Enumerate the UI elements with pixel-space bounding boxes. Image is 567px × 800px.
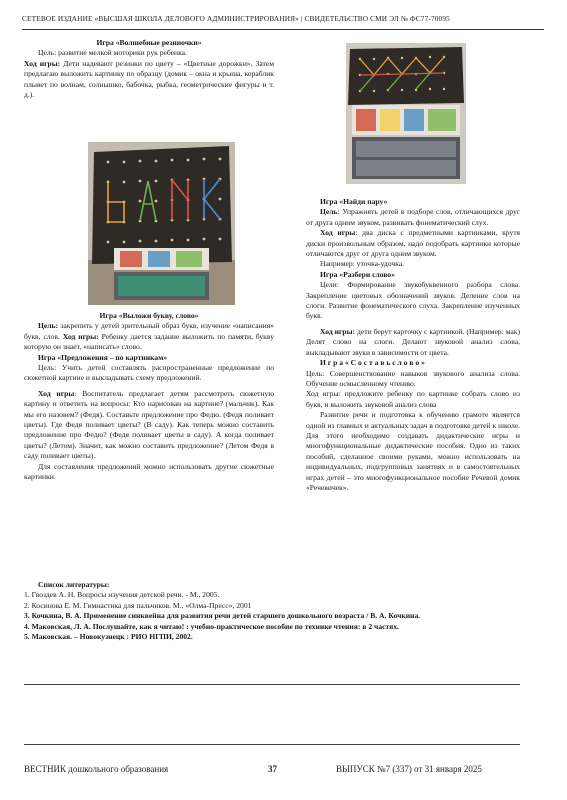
- game6-goal: Цель: Совершенствование навыков звукового анализа слова. Обучение осмысленному чтению.: [306, 368, 520, 388]
- game4-move-label: Ход игры: [320, 228, 356, 238]
- game4-title: Игра «Найди пару»: [320, 197, 388, 206]
- game4-goal: [306, 207, 520, 228]
- game2-move-text: Ребенку дается задание выложить по памяти, букву которую он знает, «написать» слово.: [24, 331, 274, 352]
- photo-letter-board: [88, 142, 235, 305]
- references: [24, 580, 520, 642]
- game2-title: Игра «Выложи букву, слово»: [99, 311, 199, 320]
- game2-goal-label: Цель:: [38, 321, 59, 331]
- game3-move-text: : Воспитатель предлагает детям рассмотреть сюжетную картину и ответить на вопросы: Кто нарисован на картине? (мальчик). Как мы его назовем? (Федя). Составьте предложение про Федю. (Федя поливает цветы). Где Федя поливает цветы? (В саду). Как теперь можно составить предложение про Федю? (Федя поливает цветы в саду). А когда поливает цветы? (Летом). Значит, как можно составить предложение? (Летом Федя в саду поливает цветы).: [24, 388, 274, 461]
- game3-title: Игра «Предложения – по картинкам»: [38, 352, 168, 362]
- references-title: Список литературы:: [38, 580, 110, 589]
- game5-move-text: дети берут карточку с картинкой. (Например: мак) Делят слово на слоги. Делают звуковой анализ слова, выкладывают звуки в зависимости от цвета.: [306, 326, 520, 357]
- game3-after: Для составления предложений можно использовать другие сюжетные картинки.: [24, 461, 274, 482]
- game6-title: И г р а « С о с т а в ь с л о в о »: [320, 358, 425, 368]
- game5-title: Игра «Разбери слово»: [320, 269, 396, 279]
- reference-item: 5. Маковская. – Новокузнецк : РИО НГПИ, 2002.: [24, 632, 193, 642]
- left-column-top: [24, 38, 274, 100]
- reference-item: 1. Гвоздев А. Н. Вопросы изучения детской речи. - М., 2005.: [24, 590, 220, 600]
- footer-divider: [24, 744, 520, 745]
- game2-move-label: Ход игры:: [59, 331, 99, 341]
- game1-title: Игра «Волшебные резиночки»: [96, 38, 202, 47]
- game2-body: [24, 321, 274, 352]
- game4-move-text: : два диска с предметными картинками, крутя диски произвольным образом, надо подобрать картинки которые отличаются друг от друга одним звуком.: [306, 228, 521, 259]
- game5-move-label: Ход игры:: [320, 326, 356, 336]
- footer-issue: ВЫПУСК №7 (337) от 31 января 2025: [336, 764, 482, 774]
- reference-item: 2. Косинова Е. М. Гимнастика для пальчиков. М., «Олма-Пресс», 2001: [24, 600, 252, 610]
- game4-move: [306, 228, 520, 259]
- game5-move: [306, 327, 520, 358]
- game4-goal-text: : Упражнять детей в подборе слов, отличающихся друг от друга одним звуком, развивать фонематический слух.: [306, 207, 520, 227]
- speech-house-illustration: [346, 43, 466, 184]
- reference-item: 4. Маковская, Л. А. Послушайте, как я читаю! : учебно-практическое пособие по технике чтения: в 2 частях.: [24, 621, 399, 631]
- page-number: 37: [268, 764, 277, 774]
- game4-goal-label: Цель: [320, 207, 338, 217]
- game3-move: [24, 389, 274, 462]
- right-column: [306, 197, 520, 493]
- photo-speech-house: [346, 43, 466, 184]
- game4-example: Например: уточка-удочка.: [320, 259, 405, 269]
- game3-goal: Цель: Учить детей составлять распространенные предложение по сюжетной картине и выкладывать схему предложений.: [24, 363, 274, 383]
- game1-move-text: Дети надевают резинки по цвету – «Цветные дорожки». Затем предлагаю выложить картинку по образцу (домик – окна и крыша, кораблик плывет по волнам, солнышко, бабочка, рыбка, геометрические фигуры и т. д.).: [24, 58, 274, 100]
- section-divider: [24, 684, 520, 685]
- game1-goal: Цель: развитие мелкой моторики рук ребенка.: [38, 48, 187, 58]
- game3-move-label: Ход игры: [38, 388, 75, 398]
- reference-item: 3. Кочкина, В. А. Применение синквейна для развития речи детей старшего дошкольного возраста / В. А. Кочкина.: [24, 611, 421, 621]
- game1-move-label: Ход игры:: [24, 58, 61, 68]
- footer-journal: ВЕСТНИК дошкольного образования: [24, 764, 169, 774]
- game1-move: [24, 59, 274, 101]
- game6-move: Ход игры: предложите ребенку по картинке собрать слово из букв, и выложить звуковой анализ слова: [306, 389, 520, 409]
- game5-goal: Цели: Формирование звукобуквенного разбора слова. Закрепление цветовых обозначений звуков. Деление слов на слоги. Развитие фонематического слуха. Закрепление изученных букв.: [306, 280, 520, 321]
- game2-goal-text: закрепить у детей зрительный образ букв, изучение «написания» букв, слов.: [24, 321, 274, 341]
- page-header: СЕТЕВОЕ ИЗДАНИЕ «ВЫСШАЯ ШКОЛА ДЕЛОВОГО АДМИНИСТРИРОВАНИЯ» | СВИДЕТЕЛЬСТВО СМИ ЭЛ № ФС77-70095: [22, 14, 544, 30]
- letter-board-illustration: [88, 142, 235, 305]
- conclusion: Развитие речи и подготовка к обучению грамоте является одной из главных и актуальных задач в подготовке детей к школе. Для этого необходимо создавать дидактические игры и многофункциональные дидактические пособия. Одно из таких пособий, сделанное своими руками, можно использовать на индивидуальных, подгрупповых занятиях и в самостоятельных играх детей – это многофункциональное пособие Речевой домик «Речевичек».: [306, 410, 520, 492]
- left-column-bottom: [24, 311, 274, 483]
